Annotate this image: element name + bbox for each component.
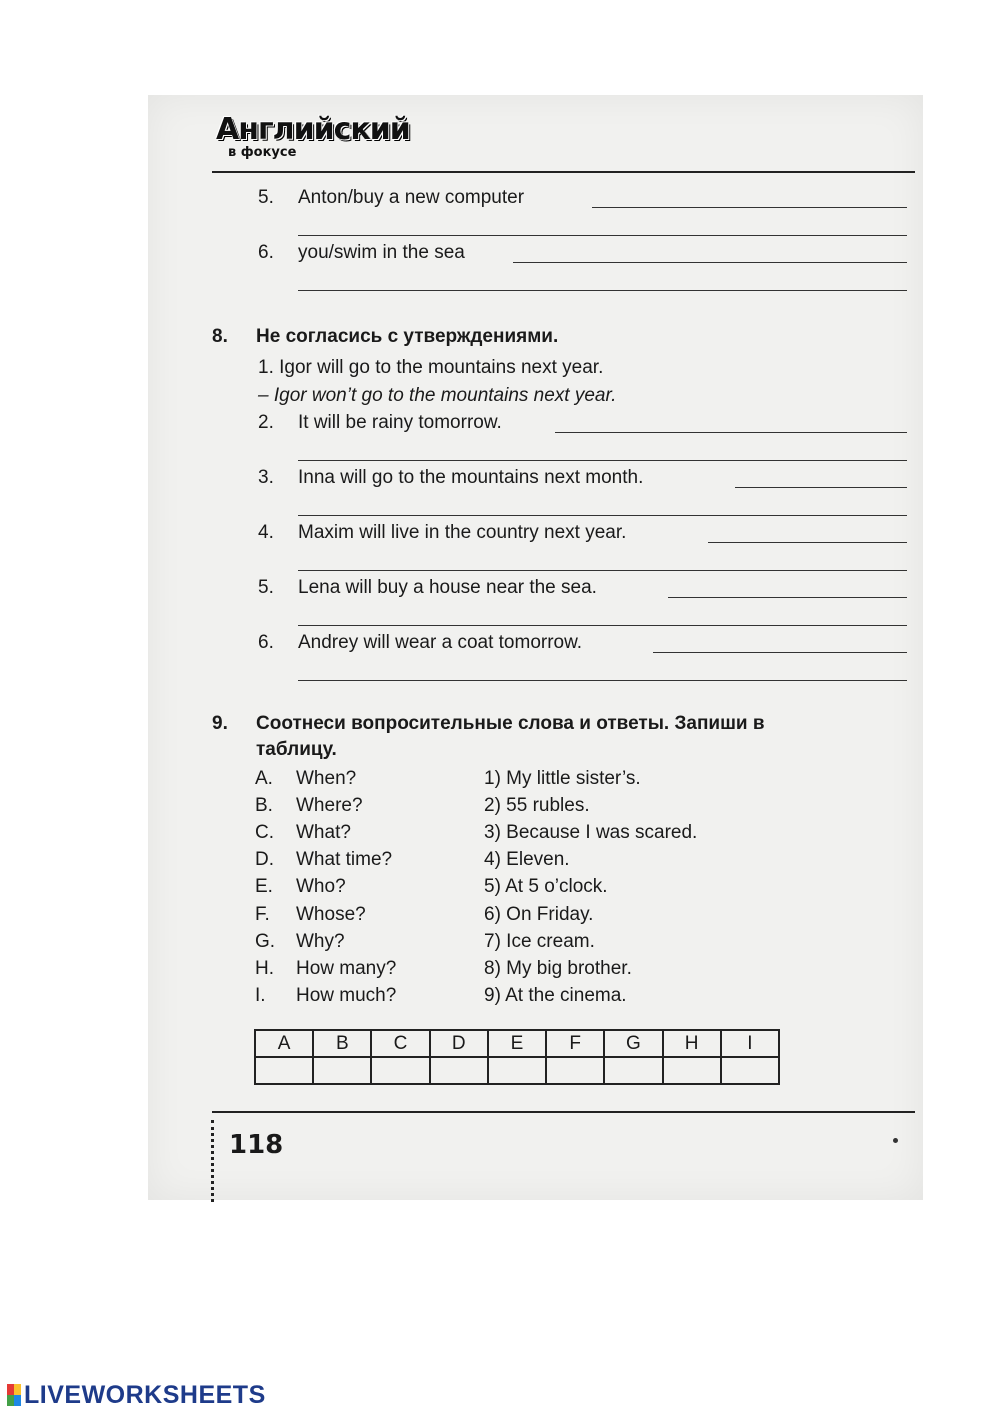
- answer-line[interactable]: [668, 597, 907, 598]
- answer-line[interactable]: [513, 262, 907, 263]
- answer-option: 8) My big brother.: [484, 958, 632, 979]
- item-number: 2.: [258, 412, 274, 433]
- item-number: 6.: [258, 632, 274, 653]
- answer-line[interactable]: [298, 460, 907, 461]
- answer-table: [254, 1029, 780, 1085]
- table-header-cell: E: [488, 1030, 546, 1057]
- item-number: 4.: [258, 522, 274, 543]
- question-word: Whose?: [296, 904, 366, 925]
- question-letter: H.: [255, 958, 274, 979]
- answer-option: 6) On Friday.: [484, 904, 594, 925]
- footer-rule: [212, 1111, 915, 1113]
- answer-line[interactable]: [735, 487, 907, 488]
- book-logo-subtitle: в фокусе: [228, 145, 297, 160]
- example-statement: 1. Igor will go to the mountains next year.: [258, 357, 604, 378]
- table-header-cell: I: [721, 1030, 779, 1057]
- answer-line[interactable]: [708, 542, 907, 543]
- question-word: Where?: [296, 795, 363, 816]
- question-word: Who?: [296, 876, 346, 897]
- answer-cell[interactable]: [488, 1057, 546, 1084]
- item-number: 5.: [258, 187, 274, 208]
- question-word: What time?: [296, 849, 393, 870]
- answer-cell[interactable]: [721, 1057, 779, 1084]
- answer-line[interactable]: [555, 432, 907, 433]
- answer-cell[interactable]: [430, 1057, 488, 1084]
- item-number: 3.: [258, 467, 274, 488]
- answer-table-input-row: [255, 1057, 779, 1084]
- task-number: 9.: [212, 713, 228, 734]
- answer-line[interactable]: [298, 290, 907, 291]
- item-prompt: Inna will go to the mountains next month.: [298, 467, 644, 488]
- question-letter: G.: [255, 931, 276, 952]
- answer-cell[interactable]: [546, 1057, 604, 1084]
- answer-option: 3) Because I was scared.: [484, 822, 698, 843]
- table-header-cell: F: [546, 1030, 604, 1057]
- item-prompt: Anton/buy a new computer: [298, 187, 525, 208]
- question-letter: C.: [255, 822, 274, 843]
- answer-cell[interactable]: [313, 1057, 371, 1084]
- logo-square: [7, 1395, 14, 1406]
- task-title-continued: таблицу.: [256, 739, 337, 760]
- answer-line[interactable]: [298, 515, 907, 516]
- table-header-cell: G: [604, 1030, 662, 1057]
- task-title: Не согласись с утверждениями.: [256, 326, 559, 347]
- question-word: How many?: [296, 958, 397, 979]
- answer-cell[interactable]: [371, 1057, 429, 1084]
- question-letter: F.: [255, 904, 270, 925]
- question-word: How much?: [296, 985, 397, 1006]
- example-answer: – Igor won’t go to the mountains next year.: [258, 385, 617, 406]
- table-header-cell: B: [313, 1030, 371, 1057]
- logo-square: [14, 1384, 21, 1395]
- task-number: 8.: [212, 326, 228, 347]
- table-header-cell: C: [371, 1030, 429, 1057]
- question-letter: E.: [255, 876, 273, 897]
- answer-option: 7) Ice cream.: [484, 931, 595, 952]
- dotted-margin: [211, 1120, 214, 1202]
- answer-line[interactable]: [298, 680, 907, 681]
- answer-option: 9) At the cinema.: [484, 985, 627, 1006]
- answer-option: 2) 55 rubles.: [484, 795, 590, 816]
- decorative-dot: [893, 1138, 898, 1143]
- item-prompt: It will be rainy tomorrow.: [298, 412, 502, 433]
- item-prompt: Andrey will wear a coat tomorrow.: [298, 632, 583, 653]
- page-number: 118: [229, 1130, 284, 1160]
- question-word: When?: [296, 768, 357, 789]
- task-heading: [212, 711, 765, 737]
- table-header-cell: D: [430, 1030, 488, 1057]
- task-title: Соотнеси вопросительные слова и ответы. Запиши в: [256, 713, 765, 734]
- answer-cell[interactable]: [663, 1057, 721, 1084]
- item-prompt: Maxim will live in the country next year.: [298, 522, 627, 543]
- item-number: 5.: [258, 577, 274, 598]
- item-prompt: Lena will buy a house near the sea.: [298, 577, 597, 598]
- answer-cell[interactable]: [255, 1057, 313, 1084]
- answer-line[interactable]: [653, 652, 907, 653]
- question-word: Why?: [296, 931, 345, 952]
- book-logo: Английский: [216, 112, 410, 147]
- answer-option: 1) My little sister’s.: [484, 768, 641, 789]
- question-letter: D.: [255, 849, 274, 870]
- answer-table-header-row: [255, 1030, 779, 1057]
- answer-line[interactable]: [592, 207, 907, 208]
- item-prompt: you/swim in the sea: [298, 242, 465, 263]
- answer-line[interactable]: [298, 625, 907, 626]
- question-letter: I.: [255, 985, 266, 1006]
- question-word: What?: [296, 822, 351, 843]
- brand-watermark: [7, 1380, 266, 1410]
- answer-option: 4) Eleven.: [484, 849, 570, 870]
- question-letter: B.: [255, 795, 273, 816]
- answer-line[interactable]: [298, 570, 907, 571]
- question-letter: A.: [255, 768, 273, 789]
- answer-cell[interactable]: [604, 1057, 662, 1084]
- item-number: 6.: [258, 242, 274, 263]
- logo-square: [7, 1384, 14, 1395]
- table-header-cell: H: [663, 1030, 721, 1057]
- header-rule: [212, 171, 915, 173]
- brand-name: LIVEWORKSHEETS: [24, 1380, 266, 1409]
- task-heading: [212, 324, 558, 350]
- table-header-cell: A: [255, 1030, 313, 1057]
- logo-square: [14, 1395, 21, 1406]
- answer-line[interactable]: [298, 235, 907, 236]
- answer-option: 5) At 5 o’clock.: [484, 876, 608, 897]
- liveworksheets-logo-icon: [7, 1384, 21, 1406]
